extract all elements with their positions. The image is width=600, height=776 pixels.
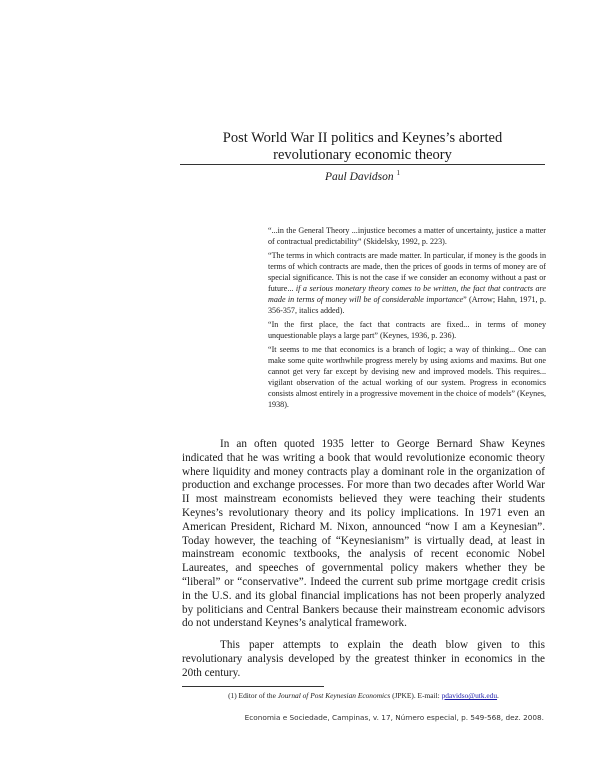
footnote-divider — [182, 686, 324, 687]
body-paragraph-1: In an often quoted 1935 letter to George Bernard Shaw Keynes indicated that he was writing a book that would revolutionize economic theory where liquidity and money contracts play a dominant role in the organization of production and exchange processes. For more than two decades after World War II most mainstream economists believed they were teaching their students Keynes’s revolutionary theory and its policy implications. In 1971 even an American President, Richard M. Nixon, announced “now I am a Keynesian”. Today however, the teaching of “Keynesianism” is virtually dead, at least in mainstream economic textbooks, the analysis of recent economic Nobel Laureates, and speeches of governmental policy makers whether they be “liberal” or “conservative”. Indeed the current sub prime mortgage credit crisis in the U.S. and its global financial implications has not been properly analyzed by politicians and Central Bankers because their mainstream economic advisors do not understand Keynes’s analytical framework. — [182, 438, 545, 630]
author-footnote-marker: 1 — [396, 169, 401, 177]
journal-name: Journal of Post Keynesian Economics — [277, 691, 391, 700]
journal-citation: Economia e Sociedade, Campinas, v. 17, Número especial, p. 549-568, dez. 2008. — [244, 713, 544, 722]
paper-title — [180, 130, 545, 164]
title-line-1: Post World War II politics and Keynes’s aborted — [222, 130, 503, 146]
epigraph-1: “...in the General Theory ...injustice becomes a matter of uncertainty, justice a matter of contractual predictability” (Skidelsky, 1992, p. 223). — [268, 226, 546, 246]
author-line — [180, 169, 545, 183]
epigraph-2: “The terms in which contracts are made matter. In particular, if money is the goods in terms of which contracts are made, then the prices of goods in terms of money are of special significance. This is not the case if we consider an economy without a past or future... if a serious monetary theory comes to be written, the fact that contracts are made in terms of money will be of considerable importance” (Arrow; Hahn, 1971, p. 356-357, italics added). — [268, 251, 546, 315]
author-name: Paul Davidson — [324, 170, 394, 183]
epigraphs — [268, 225, 546, 413]
footnote: (1) Editor of the Journal of Post Keynesian Economics (JPKE). E-mail: pdavidso@utk.edu. — [228, 691, 499, 700]
epigraph-4: “It seems to me that economics is a branch of logic; a way of thinking... One can make some quite worthwhile progress merely by using axioms and maxims. But one cannot get very far except by devising new and improved models. This requires... vigilant observation of the actual working of our system. Progress in economics consists almost entirely in a progressive movement in the choice of models” (Keynes, 1938). — [268, 345, 546, 409]
title-divider — [180, 164, 545, 165]
epigraph-3: “In the first place, the fact that contracts are fixed... in terms of money unquestionable plays a large part” (Keynes, 1936, p. 236). — [268, 320, 546, 340]
body-paragraph-2: This paper attempts to explain the death blow given to this revolutionary analysis developed by the greatest thinker in economics in the 20th century. — [182, 639, 545, 679]
title-line-2: revolutionary economic theory — [273, 147, 452, 163]
body-text — [182, 438, 545, 681]
email-link[interactable]: pdavidso@utk.edu — [441, 691, 498, 700]
